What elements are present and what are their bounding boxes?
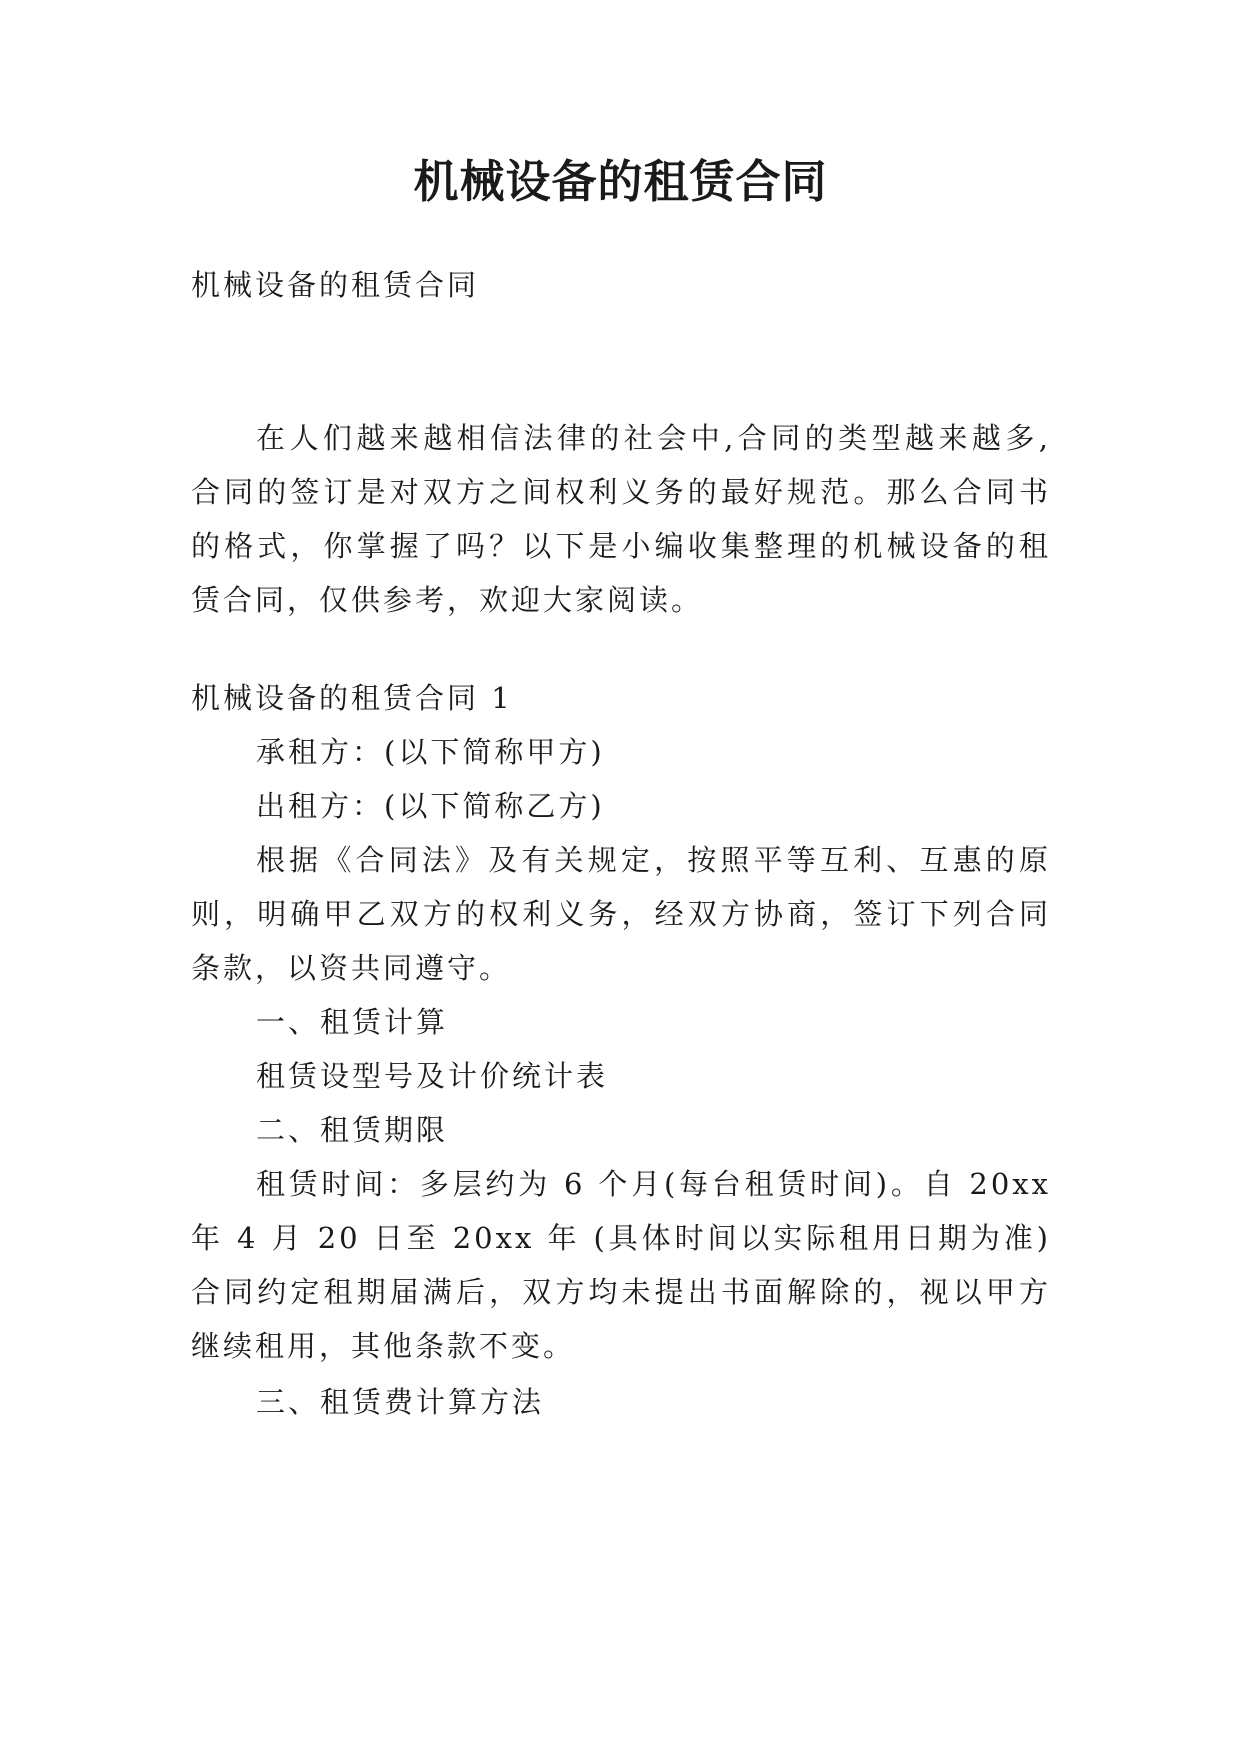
clause2-line: 年 4 月 20 日至 20xx 年 (具体时间以实际租用日期为准) <box>191 1221 1051 1255</box>
intro-line: 合同的签订是对双方之间权利义务的最好规范。那么合同书 <box>191 475 1051 509</box>
basis-line: 条款，以资共同遵守。 <box>191 951 512 985</box>
intro-line: 在人们越来越相信法律的社会中,合同的类型越来越多, <box>256 421 1051 455</box>
lessor-line: 出租方：(以下简称乙方) <box>256 789 605 823</box>
intro-line: 的格式，你掌握了吗？以下是小编收集整理的机械设备的租 <box>191 529 1051 563</box>
basis-line: 根据《合同法》及有关规定，按照平等互利、互惠的原 <box>256 843 1051 877</box>
clause1-heading: 一、租赁计算 <box>256 1005 449 1039</box>
intro-line: 赁合同，仅供参考，欢迎大家阅读。 <box>191 583 704 617</box>
clause2-heading: 二、租赁期限 <box>256 1113 449 1147</box>
document-title: 机械设备的租赁合同 <box>413 155 828 208</box>
clause2-line: 租赁时间：多层约为 6 个月(每台租赁时间)。自 20xx <box>256 1167 1051 1201</box>
clause3-heading: 三、租赁费计算方法 <box>256 1385 545 1419</box>
basis-line: 则，明确甲乙双方的权利义务，经双方协商，签订下列合同 <box>191 897 1051 931</box>
clause1-text: 租赁设型号及计价统计表 <box>256 1059 609 1093</box>
section-title: 机械设备的租赁合同 1 <box>191 681 513 715</box>
clause2-line: 继续租用，其他条款不变。 <box>191 1329 576 1363</box>
clause2-line: 合同约定租期届满后，双方均未提出书面解除的，视以甲方 <box>191 1275 1051 1309</box>
lessee-line: 承租方：(以下简称甲方) <box>256 735 605 769</box>
document-subtitle: 机械设备的租赁合同 <box>191 268 480 302</box>
